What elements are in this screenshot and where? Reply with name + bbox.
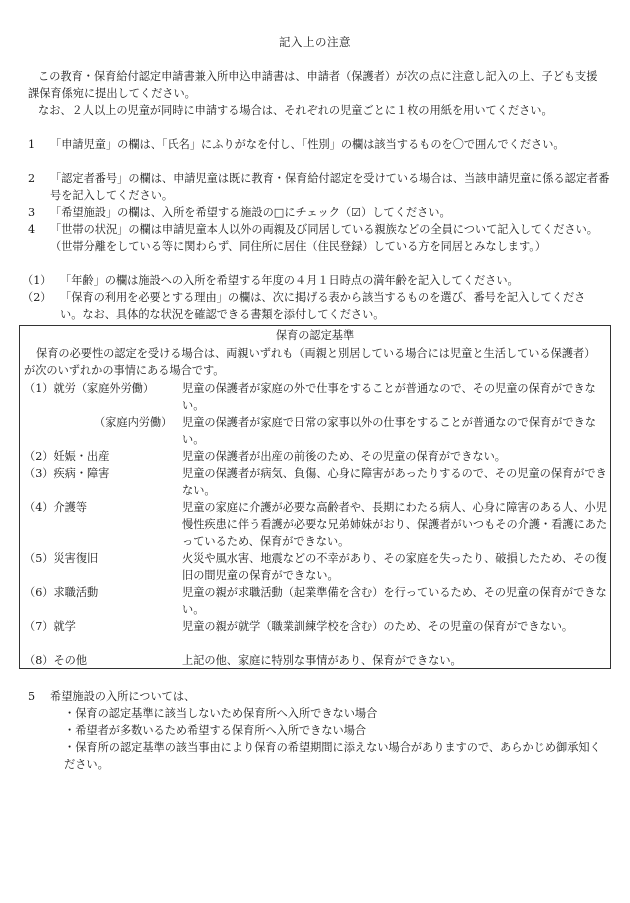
criteria-label: （7）就学	[24, 620, 76, 633]
sub-item-number: （2）	[22, 291, 52, 304]
criteria-label: （1）就労（家庭外労働）	[24, 382, 155, 395]
criteria-label: （家庭内労働）	[94, 416, 173, 429]
item-text: 「世帯の状況」の欄は申請児童本人以外の両親及び同居している親族などの全員について記入してください。（世帯分離をしている等に関わらず、同住所に居住（住民登録）している方を同居とみなします。）	[50, 223, 598, 253]
criteria-desc: 児童の保護者が出産の前後のため、その児童の保育ができない。	[182, 450, 506, 463]
intro-paragraph: この教育・保育給付認定申請書兼入所申込申請書は、申請者（保護者）が次の点に注意し記入の上、子ども支援課保育係宛に提出してください。	[28, 70, 598, 100]
criteria-desc: 児童の保護者が家庭で日常の家事以外の仕事をすることが普通なので保育ができない。	[182, 416, 596, 446]
criteria-label: （5）災害復旧	[24, 552, 99, 565]
criteria-table	[19, 325, 611, 669]
criteria-label: （4）介護等	[24, 501, 88, 514]
criteria-desc: 児童の親が就学（職業訓練学校を含む）のため、その児童の保育ができない。	[182, 620, 574, 633]
item-text: 「認定者番号」の欄は、申請児童は既に教育・保育給付認定を受けている場合は、当該申請児童に係る認定者番号を記入してください。	[50, 172, 610, 202]
criteria-label: （3）疾病・障害	[24, 467, 110, 480]
criteria-label: （2）妊娠・出産	[24, 450, 110, 463]
bullet-item: ・保育所の認定基準の該当事由により保育の希望期間に添えない場合がありますので、あらかじめ御承知ください。	[64, 741, 601, 771]
sub-item-text: 「保育の利用を必要とする理由」の欄は、次に掲げる表から該当するものを選び、番号を記入してください。なお、具体的な状況を確認できる書類を添付してください。	[60, 291, 586, 321]
criteria-intro: 保育の必要性の認定を受ける場合は、両親いずれも（両親と別居している場合には児童と生活している保護者）が次のいずれかの事情にある場合です。	[24, 347, 596, 377]
item-number: 4	[28, 223, 36, 236]
criteria-desc: 上記の他、家庭に特別な事情があり、保育ができない。	[182, 654, 462, 667]
criteria-desc: 児童の保護者が家庭の外で仕事をすることが普通なので、その児童の保育ができない。	[182, 382, 596, 412]
item-number: 1	[28, 138, 36, 151]
page-title: 記入上の注意	[279, 35, 351, 49]
sub-item-number: （1）	[22, 274, 52, 287]
item-text: 「希望施設」の欄は、入所を希望する施設の□にチェック（☑）してください。	[50, 206, 451, 219]
criteria-desc: 児童の保護者が病気、負傷、心身に障害があったりするので、その児童の保育ができない。	[182, 467, 607, 497]
bullet-item: ・希望者が多数いるため希望する保育所へ入所できない場合	[64, 724, 367, 737]
item-number: 5	[28, 690, 36, 703]
criteria-desc: 児童の親が求職活動（起業準備を含む）を行っているため、その児童の保育ができない。	[182, 586, 607, 616]
intro-paragraph-2: なお、２人以上の児童が同時に申請する場合は、それぞれの児童ごとに１枚の用紙を用いてください。	[38, 104, 553, 117]
criteria-label: （8）その他	[24, 654, 88, 667]
item-number: 2	[28, 172, 36, 185]
bullet-item: ・保育の認定基準に該当しないため保育所へ入所できない場合	[64, 707, 378, 720]
item-text: 希望施設の入所については、	[50, 690, 196, 703]
item-text: 「申請児童」の欄は、「氏名」にふりがなを付し、「性別」の欄は該当するものを〇で囲んでください。	[50, 138, 565, 151]
criteria-label: （6）求職活動	[24, 586, 99, 599]
sub-item-text: 「年齢」の欄は施設への入所を希望する年度の４月１日時点の満年齢を記入してください。	[60, 274, 519, 287]
item-number: 3	[28, 206, 36, 219]
criteria-desc: 児童の家庭に介護が必要な高齢者や、長期にわたる病人、心身に障害のある人、小児慢性疾患に伴う看護が必要な兄弟姉妹がおり、保護者がいつもその介護・看護にあたっているため、保育ができない。	[182, 501, 608, 548]
criteria-desc: 火災や風水害、地震などの不幸があり、その家庭を失ったり、破損したため、その復旧の間児童の保育ができない。	[182, 552, 607, 582]
criteria-title: 保育の認定基準	[275, 329, 355, 342]
